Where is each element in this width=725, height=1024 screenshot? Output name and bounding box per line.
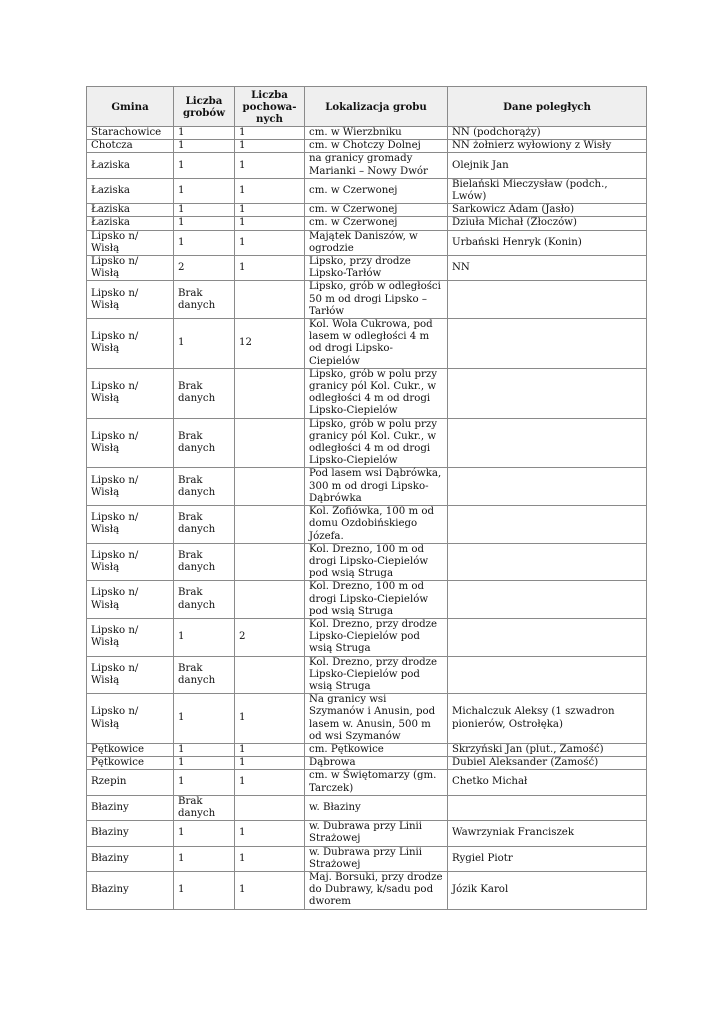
cell-lokalizacja: Kol. Zofiówka, 100 m od domu Ozdobińskiego Józefa. — [305, 506, 448, 544]
cell-gmina: Pętkowice — [87, 743, 174, 756]
cell-liczba-grobow: 1 — [174, 127, 235, 140]
cell-liczba-grobow: 2 — [174, 256, 235, 281]
cell-dane-poleglych: Józik Karol — [448, 871, 647, 909]
cell-liczba-grobow: Brak danych — [174, 506, 235, 544]
cell-dane-poleglych — [448, 281, 647, 319]
cell-dane-poleglych: NN (podchorąży) — [448, 127, 647, 140]
cell-liczba-pochowanych: 1 — [235, 743, 305, 756]
table-row — [87, 368, 647, 418]
cell-gmina: Błaziny — [87, 821, 174, 846]
cell-liczba-grobow: 1 — [174, 230, 235, 255]
cell-liczba-pochowanych — [235, 795, 305, 820]
cell-lokalizacja: Majątek Daniszów, w ogrodzie — [305, 230, 448, 255]
header-liczba-grobow: Liczba grobów — [174, 87, 235, 127]
cell-dane-poleglych — [448, 795, 647, 820]
cell-liczba-pochowanych: 1 — [235, 694, 305, 744]
cell-liczba-pochowanych — [235, 656, 305, 694]
cell-dane-poleglych — [448, 618, 647, 656]
cell-liczba-grobow: 1 — [174, 204, 235, 217]
cell-lokalizacja: Lipsko, grób w polu przy granicy pól Kol. Cukr., w odległości 4 m od drogi Lipsko-Ciepielów — [305, 418, 448, 468]
cell-lokalizacja: Lipsko, grób w odległości 50 m od drogi Lipsko – Tarłów — [305, 281, 448, 319]
table-row — [87, 281, 647, 319]
cell-liczba-pochowanych: 1 — [235, 230, 305, 255]
cell-liczba-grobow: 1 — [174, 757, 235, 770]
cell-dane-poleglych: NN żołnierz wyłowiony z Wisły — [448, 140, 647, 153]
table-row — [87, 656, 647, 694]
cell-liczba-pochowanych: 2 — [235, 618, 305, 656]
cell-liczba-pochowanych — [235, 281, 305, 319]
cell-lokalizacja: w. Błaziny — [305, 795, 448, 820]
cell-gmina: Łaziska — [87, 204, 174, 217]
cell-liczba-grobow: 1 — [174, 618, 235, 656]
cell-lokalizacja: Maj. Borsuki, przy drodze do Dubrawy, k/sadu pod dworem — [305, 871, 448, 909]
cell-liczba-grobow: 1 — [174, 319, 235, 369]
cell-dane-poleglych — [448, 656, 647, 694]
cell-dane-poleglych — [448, 581, 647, 619]
cell-liczba-grobow: Brak danych — [174, 368, 235, 418]
cell-liczba-grobow: Brak danych — [174, 418, 235, 468]
cell-gmina: Starachowice — [87, 127, 174, 140]
cell-liczba-pochowanych: 1 — [235, 217, 305, 230]
cell-lokalizacja: Pod lasem wsi Dąbrówka, 300 m od drogi Lipsko-Dąbrówka — [305, 468, 448, 506]
cell-gmina: Pętkowice — [87, 757, 174, 770]
cell-gmina: Łaziska — [87, 153, 174, 178]
cell-liczba-grobow: 1 — [174, 217, 235, 230]
cell-gmina: Lipsko n/ Wisłą — [87, 368, 174, 418]
cell-dane-poleglych — [448, 506, 647, 544]
cell-liczba-pochowanych: 12 — [235, 319, 305, 369]
cell-liczba-pochowanych: 1 — [235, 821, 305, 846]
table-row — [87, 153, 647, 178]
table-row — [87, 204, 647, 217]
cell-liczba-pochowanych: 1 — [235, 153, 305, 178]
table-row — [87, 795, 647, 820]
cell-dane-poleglych: Michalczuk Aleksy (1 szwadron pionierów, Ostrołęka) — [448, 694, 647, 744]
table-row — [87, 256, 647, 281]
cell-liczba-grobow: Brak danych — [174, 281, 235, 319]
cell-liczba-grobow: Brak danych — [174, 656, 235, 694]
cell-liczba-grobow: 1 — [174, 871, 235, 909]
cell-liczba-pochowanych — [235, 418, 305, 468]
cell-gmina: Lipsko n/ Wisłą — [87, 618, 174, 656]
cell-gmina: Błaziny — [87, 846, 174, 871]
cell-lokalizacja: cm. Pętkowice — [305, 743, 448, 756]
cell-liczba-grobow: 1 — [174, 694, 235, 744]
cell-gmina: Lipsko n/ Wisłą — [87, 694, 174, 744]
cell-liczba-grobow: 1 — [174, 140, 235, 153]
cell-gmina: Lipsko n/ Wisłą — [87, 281, 174, 319]
cell-liczba-pochowanych: 1 — [235, 770, 305, 795]
table-row — [87, 217, 647, 230]
cell-dane-poleglych — [448, 543, 647, 581]
cell-lokalizacja: cm. w Świętomarzy (gm. Tarczek) — [305, 770, 448, 795]
cell-dane-poleglych — [448, 368, 647, 418]
cell-lokalizacja: cm. w Czerwonej — [305, 217, 448, 230]
cell-liczba-grobow: 1 — [174, 821, 235, 846]
cell-gmina: Lipsko n/ Wisłą — [87, 543, 174, 581]
header-liczba-pochowanych: Liczba pochowa-nych — [235, 87, 305, 127]
cell-gmina: Chotcza — [87, 140, 174, 153]
header-lokalizacja-grobu: Lokalizacja grobu — [305, 87, 448, 127]
cell-dane-poleglych — [448, 418, 647, 468]
table-body — [87, 127, 647, 910]
cell-dane-poleglych: NN — [448, 256, 647, 281]
header-dane-poleglych: Dane poległych — [448, 87, 647, 127]
table-row — [87, 821, 647, 846]
table-row — [87, 418, 647, 468]
cell-dane-poleglych: Bielański Mieczysław (podch., Lwów) — [448, 178, 647, 203]
cell-dane-poleglych — [448, 319, 647, 369]
cell-liczba-pochowanych: 1 — [235, 846, 305, 871]
cell-liczba-pochowanych: 1 — [235, 140, 305, 153]
cell-liczba-pochowanych: 1 — [235, 871, 305, 909]
cell-liczba-pochowanych — [235, 581, 305, 619]
table-row — [87, 694, 647, 744]
cell-gmina: Lipsko n/ Wisłą — [87, 230, 174, 255]
table-row — [87, 543, 647, 581]
cell-gmina: Lipsko n/ Wisłą — [87, 656, 174, 694]
cell-dane-poleglych: Rygiel Piotr — [448, 846, 647, 871]
cell-liczba-grobow: 1 — [174, 770, 235, 795]
cell-gmina: Łaziska — [87, 217, 174, 230]
cell-liczba-grobow: Brak danych — [174, 795, 235, 820]
cell-liczba-grobow: Brak danych — [174, 581, 235, 619]
cell-lokalizacja: cm. w Chotczy Dolnej — [305, 140, 448, 153]
table-row — [87, 230, 647, 255]
cell-lokalizacja: Kol. Drezno, 100 m od drogi Lipsko-Ciepielów pod wsią Struga — [305, 581, 448, 619]
table-row — [87, 871, 647, 909]
cell-gmina: Lipsko n/ Wisłą — [87, 581, 174, 619]
cell-dane-poleglych: Dubiel Aleksander (Zamość) — [448, 757, 647, 770]
cell-lokalizacja: Lipsko, grób w polu przy granicy pól Kol. Cukr., w odległości 4 m od drogi Lipsko-Ciepielów — [305, 368, 448, 418]
cell-liczba-grobow: Brak danych — [174, 468, 235, 506]
cell-liczba-pochowanych — [235, 368, 305, 418]
cell-liczba-pochowanych — [235, 543, 305, 581]
cell-liczba-grobow: 1 — [174, 743, 235, 756]
cell-lokalizacja: cm. w Czerwonej — [305, 178, 448, 203]
cell-liczba-pochowanych: 1 — [235, 256, 305, 281]
cell-lokalizacja: Kol. Drezno, przy drodze Lipsko-Ciepielów pod wsią Struga — [305, 618, 448, 656]
cell-liczba-grobow: 1 — [174, 153, 235, 178]
cell-gmina: Lipsko n/ Wisłą — [87, 506, 174, 544]
table-row — [87, 178, 647, 203]
cell-liczba-pochowanych: 1 — [235, 178, 305, 203]
cell-liczba-pochowanych — [235, 506, 305, 544]
cell-lokalizacja: Kol. Wola Cukrowa, pod lasem w odległości 4 m od drogi Lipsko-Ciepielów — [305, 319, 448, 369]
cell-dane-poleglych: Olejnik Jan — [448, 153, 647, 178]
table-row — [87, 140, 647, 153]
cell-dane-poleglych: Sarkowicz Adam (Jasło) — [448, 204, 647, 217]
table-row — [87, 581, 647, 619]
cell-gmina: Łaziska — [87, 178, 174, 203]
table-row — [87, 757, 647, 770]
cell-lokalizacja: Lipsko, przy drodze Lipsko-Tarłów — [305, 256, 448, 281]
cell-lokalizacja: Dąbrowa — [305, 757, 448, 770]
cell-dane-poleglych: Wawrzyniak Franciszek — [448, 821, 647, 846]
table-row — [87, 468, 647, 506]
cell-gmina: Lipsko n/ Wisłą — [87, 256, 174, 281]
cell-dane-poleglych: Dziuła Michał (Złoczów) — [448, 217, 647, 230]
cell-gmina: Lipsko n/ Wisłą — [87, 319, 174, 369]
cell-gmina: Lipsko n/ Wisłą — [87, 468, 174, 506]
cell-liczba-pochowanych: 1 — [235, 204, 305, 217]
cell-liczba-pochowanych: 1 — [235, 127, 305, 140]
table-header — [87, 87, 647, 127]
cell-dane-poleglych: Skrzyński Jan (plut., Zamość) — [448, 743, 647, 756]
cell-liczba-pochowanych: 1 — [235, 757, 305, 770]
cell-lokalizacja: w. Dubrawa przy Linii Strażowej — [305, 821, 448, 846]
cell-lokalizacja: w. Dubrawa przy Linii Strażowej — [305, 846, 448, 871]
cell-dane-poleglych: Urbański Henryk (Konin) — [448, 230, 647, 255]
table-row — [87, 506, 647, 544]
cell-lokalizacja: cm. w Czerwonej — [305, 204, 448, 217]
table-row — [87, 770, 647, 795]
cell-liczba-grobow: Brak danych — [174, 543, 235, 581]
table-row — [87, 127, 647, 140]
table-row — [87, 319, 647, 369]
cell-lokalizacja: Kol. Drezno, 100 m od drogi Lipsko-Ciepielów pod wsią Struga — [305, 543, 448, 581]
table-row — [87, 743, 647, 756]
cell-lokalizacja: Na granicy wsi Szymanów i Anusin, pod lasem w. Anusin, 500 m od wsi Szymanów — [305, 694, 448, 744]
cell-lokalizacja: cm. w Wierzbniku — [305, 127, 448, 140]
cell-gmina: Rzepin — [87, 770, 174, 795]
header-row — [87, 87, 647, 127]
cell-liczba-grobow: 1 — [174, 846, 235, 871]
cell-dane-poleglych: Chetko Michał — [448, 770, 647, 795]
cell-liczba-grobow: 1 — [174, 178, 235, 203]
war-graves-table — [86, 86, 647, 910]
table-row — [87, 846, 647, 871]
header-gmina: Gmina — [87, 87, 174, 127]
cell-dane-poleglych — [448, 468, 647, 506]
cell-lokalizacja: Kol. Drezno, przy drodze Lipsko-Ciepielów pod wsią Struga — [305, 656, 448, 694]
cell-gmina: Lipsko n/ Wisłą — [87, 418, 174, 468]
cell-lokalizacja: na granicy gromady Marianki – Nowy Dwór — [305, 153, 448, 178]
cell-gmina: Błaziny — [87, 871, 174, 909]
cell-liczba-pochowanych — [235, 468, 305, 506]
cell-gmina: Błaziny — [87, 795, 174, 820]
table-row — [87, 618, 647, 656]
